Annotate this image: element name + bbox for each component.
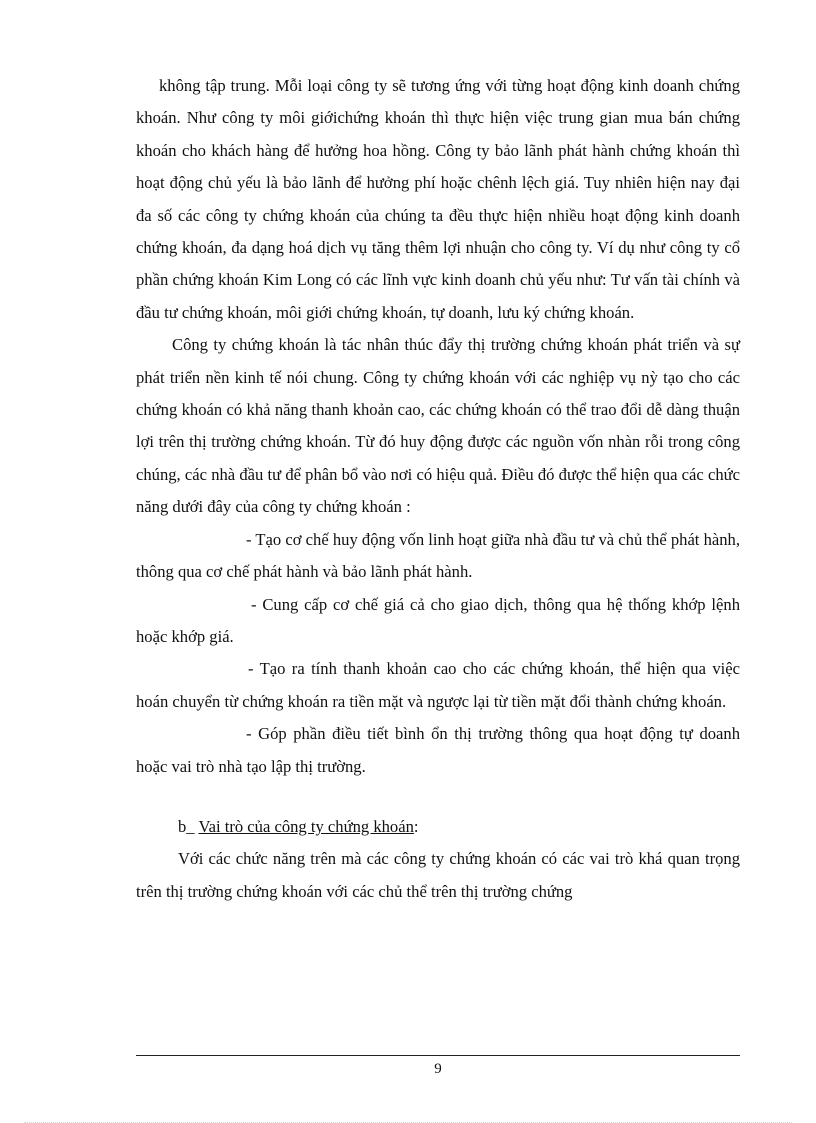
section-heading (136, 811, 740, 843)
bullet-capital-mobilization: - Tạo cơ chế huy động vốn linh hoạt giữa nhà đầu tư và chủ thể phát hành, thông qua cơ chế phát hành và bảo lãnh phát hành. (136, 529, 740, 582)
paragraph-roles-intro: Với các chức năng trên mà các công ty chứng khoán có các vai trò khá quan trọng trên thị trường chứng khoán với các chủ thể trên thị trường chứng (136, 849, 740, 901)
bullet-price-mechanism: - Cung cấp cơ chế giá cả cho giao dịch, thông qua hệ thống khớp lệnh hoặc khớp giá. (136, 594, 740, 646)
section-heading-title: Vai trò của công ty chứng khoán (198, 816, 414, 836)
page-number: 9 (434, 1061, 442, 1077)
bullet-liquidity: - Tạo ra tính thanh khoản cao cho các chứng khoán, thể hiện qua việc hoán chuyển từ chứng khoán ra tiền mặt và ngược lại từ tiền mặt đổi thành chứng khoán. (136, 659, 740, 711)
document-body (136, 70, 740, 908)
footer-divider (136, 1055, 740, 1056)
section-heading-suffix: : (413, 816, 419, 836)
paragraph-company-types: không tập trung. Mỗi loại công ty sẽ tương ứng với từng hoạt động kinh doanh chứng khoán. Như công ty môi giớichứng khoán thì thực hiện việc trung gian mua bán chứng khoán cho khách hàng để hưởng hoa hồng. Công ty bảo lãnh phát hành chứng khoán thì hoạt động chủ yếu là bảo lãnh để hưởng phí hoặc chênh lệch giá. Tuy nhiên hiện nay đại đa số các công ty chứng khoán của chúng ta đều thực hiện nhiều hoạt động kinh doanh chứng khoán, đa dạng hoá dịch vụ tăng thêm lợi nhuận cho công ty. Ví dụ như công ty cổ phần chứng khoán Kim Long có các lĩnh vực kinh doanh chủ yếu như: Tư vấn tài chính và đầu tư chứng khoán, môi giới chứng khoán, tự doanh, lưu ký chứng khoán. (136, 76, 740, 322)
paragraph-securities-company-role: Công ty chứng khoán là tác nhân thúc đẩy thị trường chứng khoán phát triển và sự phát triển nền kinh tế nói chung. Công ty chứng khoán với các nghiệp vụ nỳ tạo cho các chứng khoán có khả năng thanh khoản cao, các chứng khoán có thể trao đổi dễ dàng thuận lợi trên thị trường chứng khoán. Từ đó huy động được các nguồn vốn nhàn rỗi trong công chúng, các nhà đầu tư để phân bổ vào nơi có hiệu quả. Điều đó được thể hiện qua các chức năng dưới đây của công ty chứng khoán : (136, 335, 740, 517)
bullet-market-stabilization: - Góp phần điều tiết bình ổn thị trường thông qua hoạt động tự doanh hoặc vai trò nhà tạo lập thị trường. (136, 724, 740, 776)
section-spacer (136, 783, 740, 811)
section-heading-prefix: b_ (178, 816, 199, 836)
